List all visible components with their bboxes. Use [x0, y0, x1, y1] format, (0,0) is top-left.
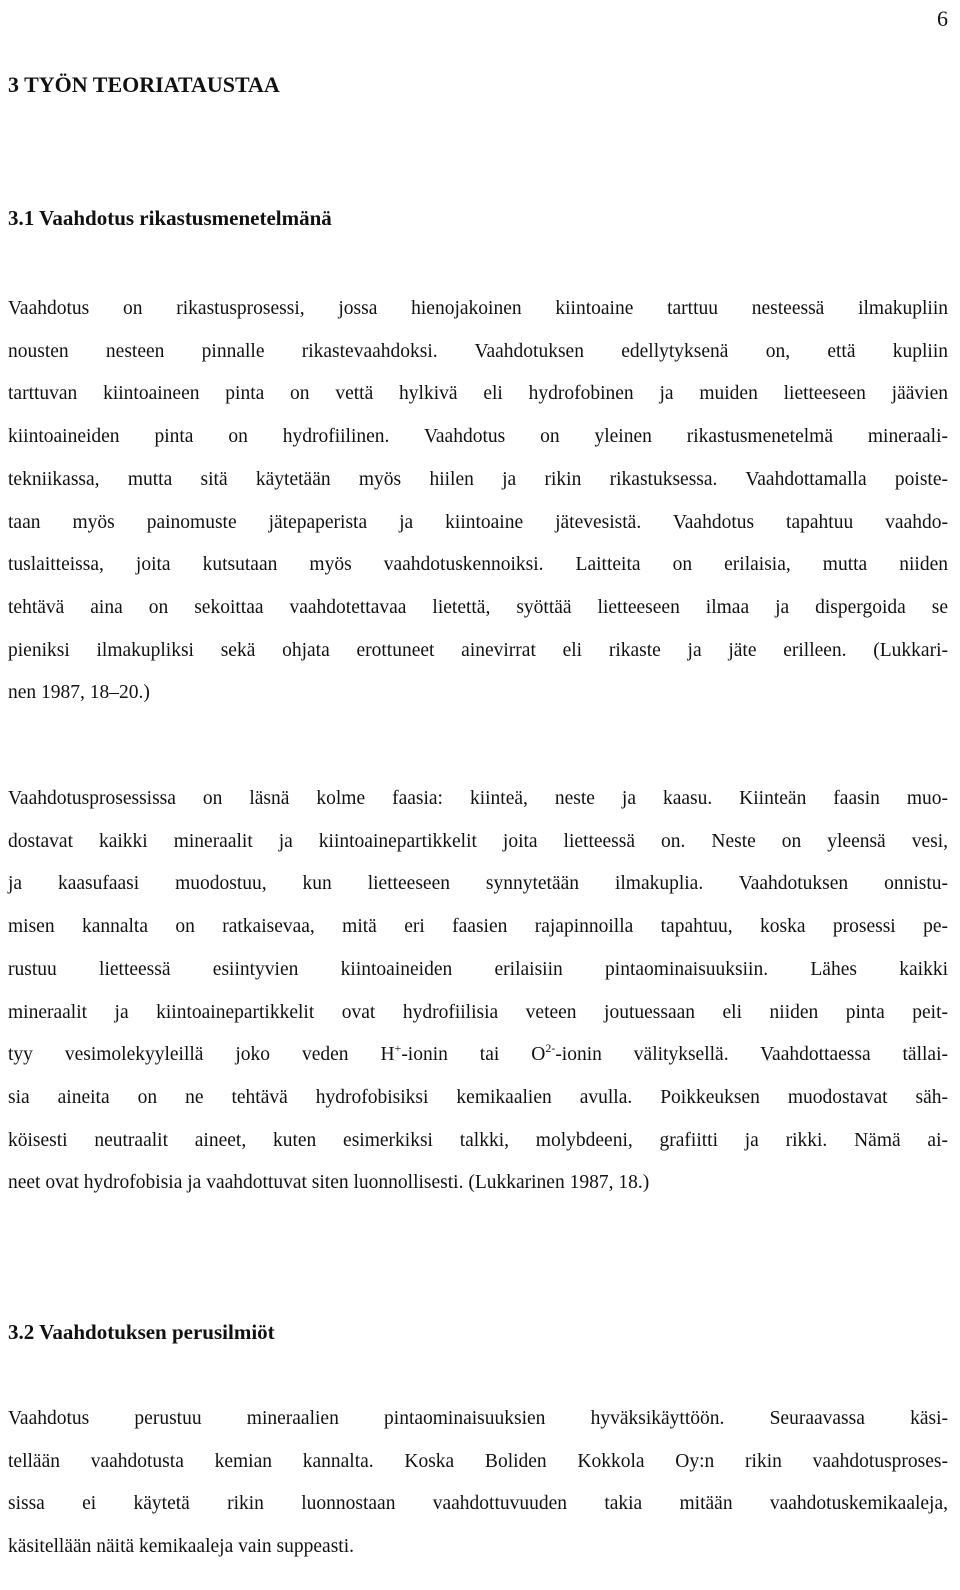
- section-heading-3-1: 3.1 Vaahdotus rikastusmenetelmänä: [8, 206, 332, 230]
- text-line: köisesti neutraalit aineet, kuten esimerkiksi talkki, molybdeeni, grafiitti ja rikki. Nämä ai-: [8, 1129, 948, 1151]
- text-line: Vaahdotus perustuu mineraalien pintaominaisuuksien hyväksikäyttöön. Seuraavassa käsi-: [8, 1408, 948, 1429]
- text-span: tyy vesimolekyyleillä joko veden H: [8, 1044, 395, 1066]
- text-line: tarttuvan kiintoaineen pinta on vettä hylkivä eli hydrofobinen ja muiden lietteeseen jäävien: [8, 383, 948, 405]
- text-line: nousten nesteen pinnalle rikastevaahdoksi. Vaahdotuksen edellytyksenä on, että kupliin: [8, 340, 948, 362]
- paragraph-3-2-a: [8, 1398, 948, 1569]
- text-line: neet ovat hydrofobisia ja vaahdottuvat siten luonnollisesti. (Lukkarinen 1987, 18.): [8, 1172, 650, 1194]
- text-span: -ionin tai O: [401, 1044, 546, 1066]
- text-line: dostavat kaikki mineraalit ja kiintoainepartikkelit joita lietteessä on. Neste on yleensä vesi,: [8, 830, 948, 852]
- text-line-with-ions: [8, 1034, 948, 1077]
- page-number: 6: [937, 6, 948, 31]
- text-line: Vaahdotus on rikastusprosessi, jossa hienojakoinen kiintoaine tarttuu nesteessä ilmakupliin: [8, 298, 948, 319]
- text-line: tellään vaahdotusta kemian kannalta. Koska Boliden Kokkola Oy:n rikin vaahdotusproses-: [8, 1450, 948, 1472]
- paragraph-3-1-a: [8, 288, 948, 715]
- text-line: tuslaitteissa, joita kutsutaan myös vaahdotuskennoiksi. Laitteita on erilaisia, mutta niiden: [8, 554, 948, 576]
- section-heading-3-2: 3.2 Vaahdotuksen perusilmiöt: [8, 1320, 275, 1344]
- superscript-2-minus: 2-: [545, 1041, 556, 1056]
- text-line: sissa ei käytetä rikin luonnostaan vaahdottuvuuden takia mitään vaahdotuskemikaaleja,: [8, 1493, 948, 1515]
- text-line: ja kaasufaasi muodostuu, kun lietteeseen synnytetään ilmakuplia. Vaahdotuksen onnistu-: [8, 873, 948, 895]
- text-line: rustuu lietteessä esiintyvien kiintoaineiden erilaisiin pintaominaisuuksiin. Lähes kaikki: [8, 958, 948, 980]
- paragraph-3-1-b: [8, 778, 948, 1205]
- chapter-heading: 3 TYÖN TEORIATAUSTAA: [8, 72, 280, 97]
- text-line: sia aineita on ne tehtävä hydrofobisiksi kemikaalien avulla. Poikkeuksen muodostavat säh-: [8, 1086, 948, 1108]
- text-line: pieniksi ilmakupliksi sekä ohjata erottuneet ainevirrat eli rikaste ja jäte erilleen. (Lukkari-: [8, 639, 948, 661]
- text-line: mineraalit ja kiintoainepartikkelit ovat hydrofiilisia veteen joutuessaan eli niiden pinta peit-: [8, 1001, 948, 1023]
- text-line: taan myös painomuste jätepaperista ja kiintoaine jätevesistä. Vaahdotus tapahtuu vaahdo-: [8, 511, 948, 533]
- text-span: -ionin välityksellä. Vaahdottaessa tällai-: [555, 1044, 948, 1066]
- text-line: misen kannalta on ratkaisevaa, mitä eri faasien rajapinnoilla tapahtuu, koska prosessi pe-: [8, 916, 948, 938]
- text-line: kiintoaineiden pinta on hydrofiilinen. Vaahdotus on yleinen rikastusmenetelmä mineraali-: [8, 426, 948, 448]
- text-line: tehtävä aina on sekoittaa vaahdotettavaa lietettä, syöttää lietteeseen ilmaa ja dispergoida se: [8, 596, 948, 618]
- text-line: Vaahdotusprosessissa on läsnä kolme faasia: kiinteä, neste ja kaasu. Kiinteän faasin muo-: [8, 788, 948, 809]
- text-line: käsitellään näitä kemikaaleja vain suppeasti.: [8, 1536, 354, 1558]
- text-line: tekniikassa, mutta sitä käytetään myös hiilen ja rikin rikastuksessa. Vaahdottamalla poiste-: [8, 468, 948, 490]
- superscript-plus: +: [394, 1041, 402, 1056]
- text-line: nen 1987, 18–20.): [8, 682, 150, 704]
